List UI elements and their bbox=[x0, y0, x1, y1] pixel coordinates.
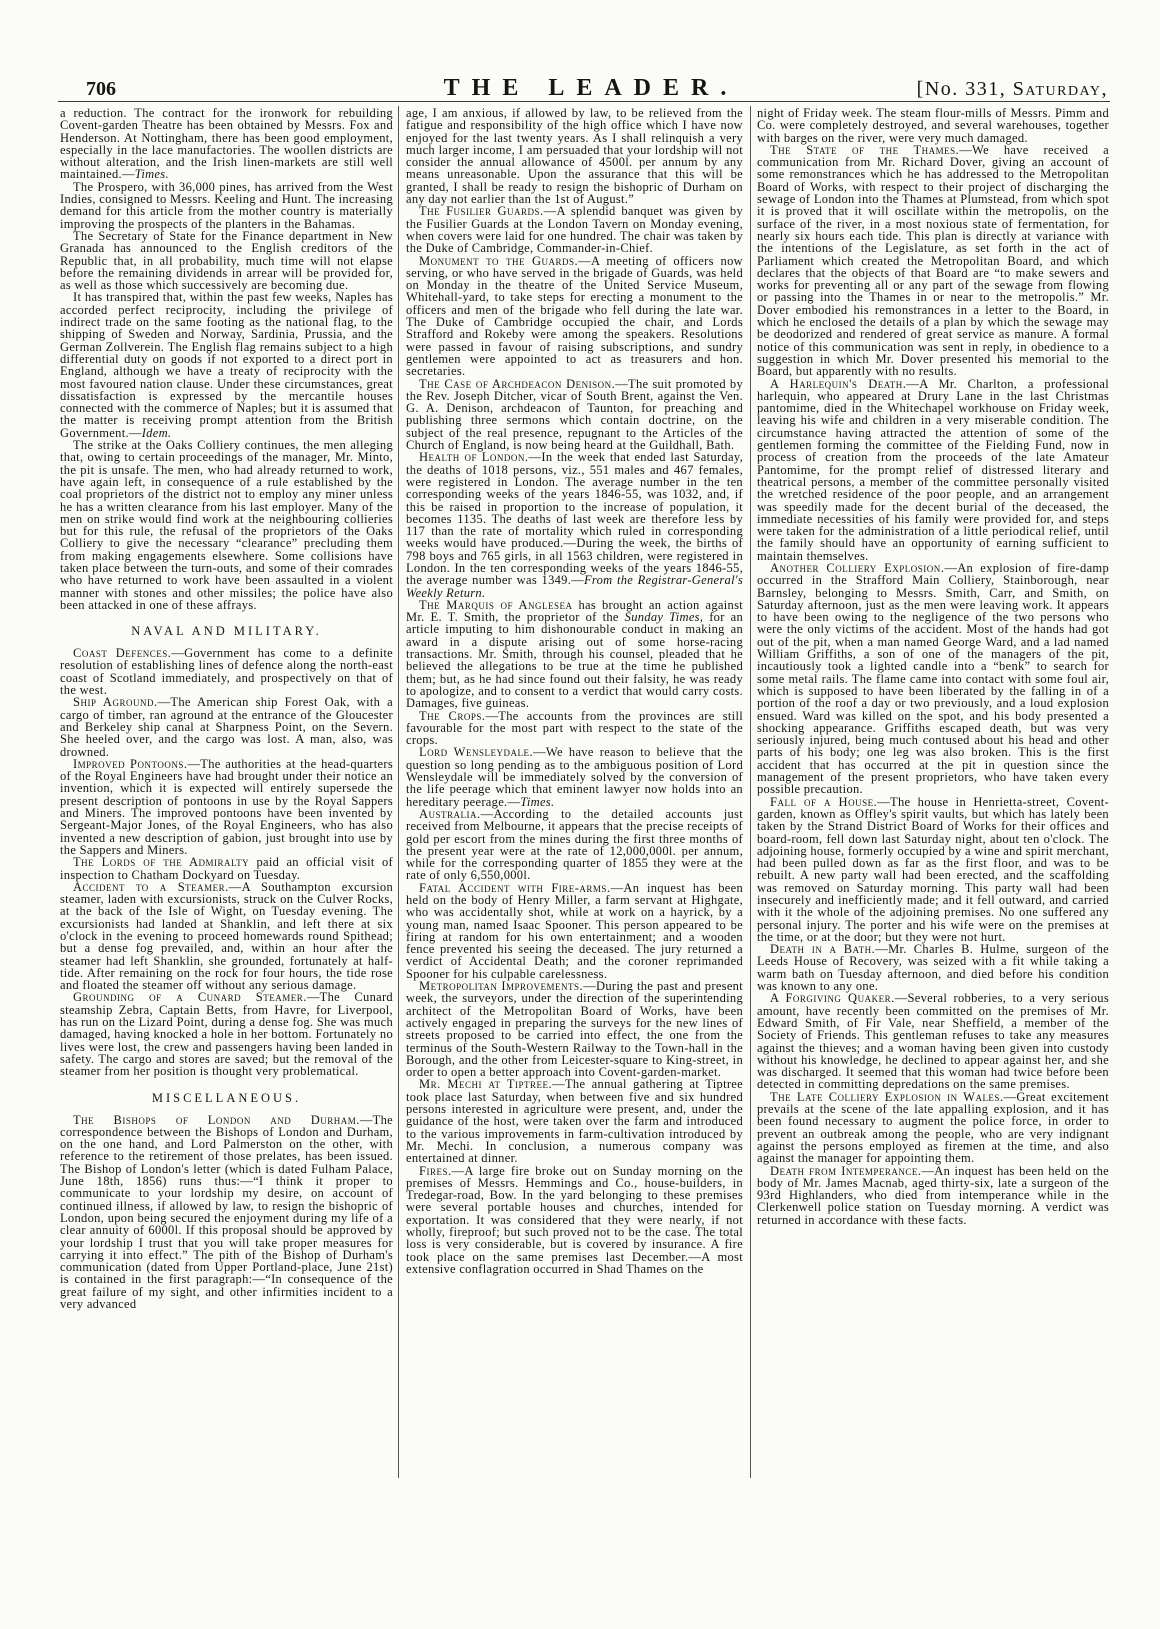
page-number: 706 bbox=[86, 78, 116, 100]
paragraph-text: The strike at the Oaks Colliery continues, the men alleging that, owing to certain proceedings of the manager, Mr. Minto, the pit is unsafe. The men, who had already returned to work, have again left, in consequence of a rule established by the coal proprietors of the district not to employ any miner unless he has a written clearance from his last employer. Many of the men on strike would find work at the neighbouring collieries but for this rule, the refusal of the proprietors of the Oaks Colliery to give the necessary “clearance” precluding them from making engagements elsewhere. Some collisions have taken place between the turn-outs, and some of their comrades who have returned to work have been assaulted in a violent manner with stones and other missiles; the police have also been attacked in one of these affrays. bbox=[60, 438, 393, 612]
paragraph-text: The Prospero, with 36,000 pines, has arrived from the West Indies, consigned to Messrs. Keeling and Hunt. The increasing demand for this article from the mother country is materially improving the prospects of the planters in the Bahamas. bbox=[60, 179, 393, 231]
paragraph-lead: The Bishops of London and Durham. bbox=[73, 1112, 360, 1127]
paragraph-text: , for an article imputing to him dishonourable conduct in making an award in a dispute arising out of some horse-racing transactions. Mr. Smith, through his counsel, pleaded that he believed the allegations to be true at the time he published them; but, as he had since found out their falsity, he was ready to apologize, and to consent to a verdict that would carry costs. Damages, five guineas. bbox=[406, 610, 743, 711]
article-paragraph bbox=[60, 758, 393, 856]
paragraph-lead: Fatal Accident with Fire-arms. bbox=[419, 880, 611, 895]
paragraph-lead: A Forgiving Quaker. bbox=[770, 991, 895, 1006]
paragraph-text: —Great excitement prevails at the scene of the late appalling explosion, and it has been found necessary to augment the police force, in order to prevent an outbreak among the people, who are very indignant against the persons employed as firemen at the time, and also against the manager for appointing them. bbox=[757, 1089, 1109, 1166]
column-1 bbox=[60, 107, 393, 1310]
paragraph-lead: Another Colliery Explosion. bbox=[770, 560, 945, 575]
paragraph-text: —An explosion of fire-damp occurred in the Strafford Main Colliery, Stainborough, near Barnsley, belonging to Messrs. Smith, Carr, and Smith, on Saturday afternoon, just as the men were leaving work. It appears to have been owing to the negligence of the two persons who were the only victims of the accident. Most of the hands had got out of the pit, when a man named George Ward, and a lad named William Griffiths, a son of one of the managers of the pit, incautiously took a lighted candle into a “benk” to search for some metal rails. The flame came into contact with some foul air, which is supposed to have been liberated by the falling in of a portion of the roof a day or two previously, and a loud explosion ensued. Ward was killed on the spot, and his body presented a shocking appearance. Griffiths escaped death, but was very seriously injured, being much contused about his head and other parts of his body; one leg was also broken. This is the first accident that has occurred at the pit in question since the management of the present proprietors, who have taken every possible precaution. bbox=[757, 560, 1109, 797]
article-paragraph bbox=[60, 107, 393, 181]
paragraph-text: —The accounts from the provinces are still favourable for the most part with respect to the state of the crops. bbox=[406, 708, 744, 748]
article-paragraph bbox=[60, 991, 393, 1077]
paragraph-text: It has transpired that, within the past few weeks, Naples has accorded perfect reciprocity, including the privilege of indirect trade on the same footing as the national flag, to the shipping of Sweden and Norway, Sardinia, Prussia, and the German Zollverein. The English flag remains subject to a high differential duty on goods if not exported to a direct port in England, although we have a treaty of reciprocity with the most favoured nation clause. Under these circumstances, great dissatisfaction is expressed by the mercantile houses connected with the commerce of Naples; but it is assumed that the matter is receiving prompt attention from the British Government.— bbox=[60, 290, 393, 440]
section-heading: NAVAL AND MILITARY. bbox=[131, 624, 322, 639]
paragraph-text: paid an official visit of inspection to Chatham Dockyard on Tuesday. bbox=[60, 855, 393, 882]
paragraph-lead: Improved Pontoons. bbox=[73, 756, 188, 771]
article-paragraph bbox=[757, 144, 1109, 378]
article-paragraph bbox=[406, 882, 743, 980]
article-paragraph bbox=[406, 1165, 743, 1276]
paragraph-lead: Health of London. bbox=[419, 450, 529, 465]
paragraph-text: The Secretary of State for the Finance department in New Granada has announced to the English creditors of the Republic that, in all probability, much time will not elapse before the remaining dividends in arrear will be provided for, as well as those which successively are becoming due. bbox=[60, 228, 393, 293]
italic-text: Times. bbox=[134, 167, 169, 182]
article-paragraph bbox=[406, 808, 743, 882]
paragraph-text: —A large fire broke out on Sunday morning on the premises of Messrs. Hemmings and Co., house-builders, in Tredegar-road, Bow. In the yard belonging to these premises were several portable houses and churches, intended for exportation. It was considered that they were nearly, if not wholly, fireproof; but such proved not to be the case. The total loss is very considerable, but is covered by insurance. A fire took place on the same premises last December.—A most extensive conflagration occurred in Shad Thames on the bbox=[406, 1163, 743, 1276]
paragraph-lead: Fall of a House. bbox=[770, 794, 878, 809]
masthead-title: THE LEADER. bbox=[443, 75, 739, 101]
paragraph-text: —In the week that ended last Saturday, the deaths of 1018 persons, viz., 551 males and 467 females, were registered in London. The average number in the ten corresponding weeks of the years 1846-55, was 1032, and, if this be raised in proportion to the increase of population, it becomes 1135. The deaths of last week are therefore less by 117 than the rate of mortality which ruled in corresponding weeks would have produced.—During the week, the births of 798 boys and 765 girls, in all 1563 children, were registered in London. In the ten corresponding weeks of the years 1846-55, the average number was 1349.— bbox=[406, 450, 743, 588]
article-paragraph bbox=[60, 291, 393, 439]
paragraph-lead: Mr. Mechi at Tiptree. bbox=[419, 1077, 553, 1092]
article-paragraph bbox=[60, 230, 393, 291]
article-paragraph bbox=[757, 107, 1109, 144]
paragraph-text: —The authorities at the head-quarters of the Royal Engineers have had brought under their notice an invention, which it is expected will entirely supersede the present description of pontoons in use by the Royal Sappers and Miners. The improved pontoons have been invented by Sergeant-Major Jones, of the Royal Engineers, who has also invented a new description of gabion, just brought into use by the Sappers and Miners. bbox=[60, 756, 393, 857]
italic-text: Times. bbox=[520, 794, 555, 809]
paragraph-lead: Lord Wensleydale. bbox=[419, 745, 534, 760]
article-paragraph bbox=[60, 439, 393, 611]
issue-number: [No. 331, bbox=[916, 78, 1007, 100]
paragraph-lead: The Late Colliery Explosion in Wales. bbox=[770, 1089, 1004, 1104]
article-paragraph bbox=[757, 1165, 1109, 1226]
paragraph-text: —The house in Henrietta-street, Covent-garden, known as Offley's spirit vaults, but which has lately been taken by the Strand District Board of Works for their offices and board-room, fell down last Saturday night, about ten o'clock. The adjoining house, formerly occupied by a wine and spirit merchant, had been pulled down as far as the first floor, and was to be rebuilt. A new party wall had been erected, and the scaffolding was removed on Saturday morning. This party wall had been insecurely and inefficiently made; and it fell outward, and carried with it the whole of the adjoining premises. No one suffered any personal injury. The porter and his wife were on the premises at the time, or at the door; but they were not hurt. bbox=[757, 794, 1110, 944]
paragraph-text: —The annual gathering at Tiptree took place last Saturday, when between five and six hundred persons interested in agriculture were present, and, under the guidance of the host, were taken over the farm and introduced to the various improvements in farm-cultivation introduced by Mr. Mechi. In conclusion, a numerous company was entertained at dinner. bbox=[406, 1077, 743, 1166]
article-paragraph bbox=[406, 255, 743, 378]
column-rule bbox=[398, 106, 399, 1478]
paragraph-text: —A Mr. Charlton, a professional harlequin, who appeared at Drury Lane in the last Christmas pantomime, died in the Whitechapel workhouse on Friday week, leaving his wife and children in a very miserable condition. The circumstance having attracted the attention of some of the gentlemen forming the committee of the Fielding Fund, now in process of creation from the proceeds of the late Amateur Pantomime, for the prompt relief of distressed literary and theatrical persons, a member of the committee personally visited the wretched residence of the poor people, and an arrangement was speedily made for the decent burial of the deceased, the immediate necessities of his family were provided for, and steps were taken for the administration of a little periodical relief, until the family should have an opportunity of earning sufficient to maintain themselves. bbox=[757, 376, 1109, 563]
article-paragraph bbox=[60, 1114, 393, 1311]
paragraph-lead: Fires. bbox=[419, 1163, 452, 1178]
paragraph-lead: Coast Defences. bbox=[73, 646, 172, 661]
paragraph-text: a reduction. The contract for the ironwork for rebuilding Covent-garden Theatre has been obtained by Messrs. Fox and Henderson. At Nottingham, there has been good employment, especially in the lace manufactories. The woollen districts are without alteration, and the Irish linen-markets are still well maintained.— bbox=[60, 106, 393, 182]
paragraph-text: —The correspondence between the Bishops of London and Durham, on the one hand, and Lord Palmerston on the other, with reference to the retirement of those prelates, has been issued. The Bishop of London's letter (which is dated Fulham Palace, June 18th, 1856) runs thus:—“I think it proper to communicate to your lordship my desire, on account of continued illness, if allowed by law, to resign the bishopric of London, upon being secured the enjoyment during my life of a clear annuity of 6000l. If this proposal should be approved by your lordship I trust that you will take proper measures for carrying it into effect.” The pith of the Bishop of Durham's communication (dated from Upper Portland-place, June 21st) is contained in the first paragraph:—“In consequence of the great failure of my sight, and other infirmities incident to a very advanced bbox=[60, 1112, 393, 1312]
paragraph-lead: A Harlequin's Death. bbox=[770, 376, 907, 391]
paragraph-text: —During the past and present week, the surveyors, under the direction of the superintending architect of the Metropolitan Board of Works, have been actively engaged in preparing the surveys for the new lines of streets proposed to be carried into effect, the one from the terminus of the South-Western Railway to the Town-hall in the Borough, and the other from Leicester-square to King-street, in order to open a better approach into Covent-garden-market. bbox=[406, 979, 744, 1080]
column-2 bbox=[406, 107, 743, 1275]
article-paragraph bbox=[60, 696, 393, 757]
article-paragraph bbox=[406, 1078, 743, 1164]
paragraph-lead: Monument to the Guards. bbox=[419, 253, 579, 268]
paragraph-lead: The Crops. bbox=[419, 708, 486, 723]
article-paragraph bbox=[406, 451, 743, 599]
paragraph-text: —An inquest has been held on the body of Henry Miller, a farm servant at Highgate, who was accidentally shot, while at work on a hayrick, by a young man, named Isaac Spooner. This person appeared to be firing at random for his own entertainment; and a wooden fence prevented his seeing the deceased. The jury returned a verdict of Accidental Death; and the coroner reprimanded Spooner for his culpable carelessness. bbox=[406, 880, 743, 981]
column-3 bbox=[757, 107, 1109, 1226]
italic-text: From the Registrar-General's Weekly Return. bbox=[406, 573, 744, 600]
article-paragraph bbox=[406, 746, 743, 807]
paragraph-lead: The State of the Thames. bbox=[770, 142, 960, 157]
article-paragraph bbox=[757, 378, 1109, 562]
paragraph-text: —Mr. Charles B. Hulme, surgeon of the Leeds House of Recovery, was seized with a fit while taking a warm bath on Tuesday afternoon, and died before his condition was known to any one. bbox=[757, 942, 1110, 994]
column-rule bbox=[750, 106, 751, 1478]
article-paragraph bbox=[406, 205, 743, 254]
paragraph-lead: The Case of Archdeacon Denison. bbox=[419, 376, 616, 391]
paragraph-text: —The American ship Forest Oak, with a cargo of timber, ran aground at the entrance of the Gloucester and Berkeley ship canal at Sharpness Point, on the Severn. She heeled over, and the cargo was lost. A man, also, was drowned. bbox=[60, 695, 394, 759]
article-paragraph bbox=[757, 562, 1109, 796]
paragraph-lead: The Fusilier Guards. bbox=[419, 204, 544, 219]
paragraph-text: has brought an action against Mr. E. T. Smith, the proprietor of the bbox=[406, 597, 744, 625]
paragraph-text: —A meeting of officers now serving, or who have served in the brigade of Guards, was held on Monday in the theatre of the United Service Museum, Whitehall-yard, to take steps for erecting a monument to the officers and men of the brigade who fell during the late war. The Duke of Cambridge occupied the chair, and Lords Strafford and Rokeby were among the speakers. Resolutions were passed in favour of raising subscriptions, and sundry gentlemen were appointed to act as treasurers and hon. secretaries. bbox=[406, 253, 743, 379]
article-paragraph bbox=[60, 647, 393, 696]
article-paragraph bbox=[406, 599, 743, 710]
article-paragraph bbox=[757, 1091, 1109, 1165]
article-paragraph bbox=[757, 992, 1109, 1090]
issue-day: Saturday, bbox=[1012, 78, 1108, 100]
paragraph-text: —According to the detailed accounts just received from Melbourne, it appears that the precise receipts of gold per escort from the mines during the first three months of the present year were at the rate of 12,000,000l. per annum, while for the corresponding quarter of 1855 they were at the rate of only 6,550,000l. bbox=[406, 806, 743, 883]
article-paragraph bbox=[60, 881, 393, 992]
paragraph-lead: Australia. bbox=[419, 806, 481, 821]
paragraph-text: —We have received a communication from Mr. Richard Dover, giving an account of some remonstrances which he has addressed to the Metropolitan Board of Works, with respect to their project of discharging the sewage of London into the Thames at Plumstead, from which spot it is proved that it will oscillate within the metropolis, on the surface of the river, in a most noxious state of fermentation, for nearly six hours each tide. This plan is directly at variance with the intentions of the Legislature, as set forth in the act of Parliament which created the Metropolitan Board, and which declares that the objects of that Board are “to make sewers and works for preventing all or any part of the sewage from flowing or passing into the Thames in or near to the metropolis.” Mr. Dover embodied his remonstrances in a letter to the Board, in which he enclosed the details of a plan by which the sewage may be deodorized and rendered of great service as manure. A formal notice of this communication was sent in reply, in obedience to a suggestion in which Mr. Dover presented his memorial to the Board, but apparently with no results. bbox=[757, 142, 1109, 379]
paragraph-lead: The Marquis of Anglesea bbox=[419, 597, 573, 612]
italic-text: Idem. bbox=[141, 425, 172, 440]
paragraph-lead: The Lords of the Admiralty bbox=[73, 855, 250, 870]
issue-line bbox=[917, 78, 1108, 101]
paragraph-text: —A Southampton excursion steamer, laden with excursionists, struck on the Culver Rocks, at the back of the Isle of Wight, on Tuesday evening. The excursionists had landed at Shanklin, and left there at six o'clock in the evening to proceed homewards round Spithead; but a dense fog prevailed, and, within an hour after the steamer had left Shanklin, she grounded, fortunately at half-tide. After remaining on the rock for four hours, the tide rose and floated the steamer off without any serious damage. bbox=[60, 879, 393, 993]
italic-text: Sunday Times bbox=[624, 610, 700, 625]
article-paragraph bbox=[406, 378, 743, 452]
paragraph-lead: Metropolitan Improvements. bbox=[419, 979, 584, 994]
paragraph-lead: Grounding of a Cunard Steamer. bbox=[73, 990, 307, 1005]
paragraph-lead: Death in a Bath. bbox=[770, 942, 876, 957]
article-paragraph bbox=[60, 181, 393, 230]
article-paragraph bbox=[406, 710, 743, 747]
article-paragraph bbox=[406, 980, 743, 1078]
article-paragraph bbox=[757, 796, 1109, 944]
header-rule bbox=[58, 101, 1110, 102]
article-paragraph bbox=[757, 943, 1109, 992]
article-paragraph bbox=[406, 107, 743, 205]
paragraph-text: —Several robberies, to a very serious amount, have recently been committed on the premises of Mr. Edward Smith, of Fir Vale, near Sheffield, a member of the Society of Friends. This gentleman refuses to take any measures against the thieves; and a woman having been given into custody without his knowledge, he declined to appear against her, and she was discharged. It seemed that this woman had twice before been detected in committing depredations on the same premises. bbox=[757, 991, 1110, 1092]
article-paragraph bbox=[60, 856, 393, 881]
section-heading: MISCELLANEOUS. bbox=[151, 1090, 302, 1105]
paragraph-text: —The suit promoted by the Rev. Joseph Ditcher, vicar of South Brent, against the Ven. G. A. Denison, archdeacon of Taunton, for preaching and publishing three sermons which contain doctrine, on the subject of the real presence, repugnant to the Articles of the Church of England, is now being heard at the Guildhall, Bath. bbox=[406, 376, 743, 453]
paragraph-text: —We have reason to believe that the question so long pending as to the ambiguous position of Lord Wensleydale will be immediately solved by the conversion of the life peerage which that eminent lawyer now holds into an hereditary peerage.— bbox=[406, 745, 743, 809]
paragraph-text: —The Cunard steamship Zebra, Captain Betts, from Havre, for Liverpool, has run on the Lizard Point, during a dense fog. She was much damaged, having knocked a hole in her bottom. Fortunately no lives were lost, the crew and passengers having been landed in safety. The cargo and stores are saved; but the removal of the steamer from her position is thought very problematical. bbox=[60, 990, 393, 1079]
paragraph-lead: Accident to a Steamer. bbox=[73, 879, 229, 894]
paragraph-text: —A splendid banquet was given by the Fusilier Guards at the London Tavern on Monday evening, when covers were laid for one hundred. The chair was taken by the Duke of Cambridge, Commander-in-Chief. bbox=[406, 204, 743, 256]
paragraph-text: age, I am anxious, if allowed by law, to be relieved from the fatigue and responsibility of the high office which I have now enjoyed for the last twenty years. As I shall relinquish a very much larger income, I am persuaded that your lordship will not consider the annual allowance of 4500l. per annum by any means unreasonable. Upon the assurance that this will be granted, I shall be ready to resign the bishopric of Durham on any day not earlier than the 1st of August.” bbox=[406, 106, 743, 207]
paragraph-lead: Death from Intemperance. bbox=[770, 1163, 922, 1178]
paragraph-text: —An inquest has been held on the body of Mr. James Macnab, aged thirty-six, late a surgeon of the 93rd Highlanders, who died from intemperance while in the Clerkenwell police station on Tuesday morning. A verdict was returned in accordance with these facts. bbox=[757, 1163, 1109, 1227]
paragraph-text: night of Friday week. The steam flour-mills of Messrs. Pimm and Co. were completely destroyed, and several warehouses, together with barges on the river, were very much damaged. bbox=[757, 106, 1109, 145]
paragraph-text: —Government has come to a definite resolution of establishing lines of defence along the north-east coast of Scotland immediately, and prospectively on that of the west. bbox=[60, 646, 393, 698]
paragraph-lead: Ship Aground. bbox=[73, 695, 158, 710]
